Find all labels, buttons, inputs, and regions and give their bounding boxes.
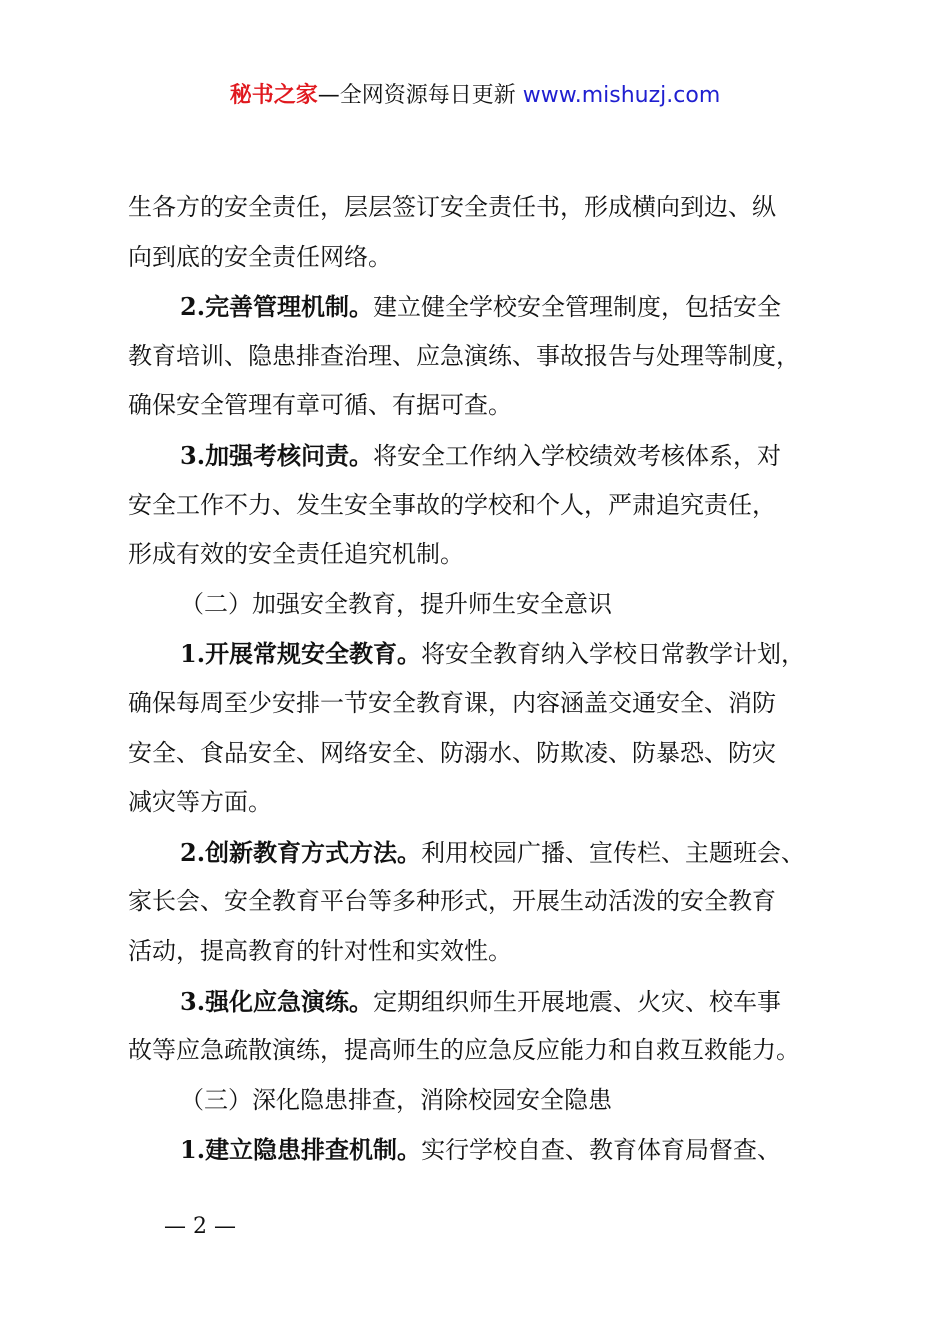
header-url[interactable]: www.mishuzj.com (522, 83, 721, 108)
item-title: 完善管理机制。 (205, 293, 374, 322)
section-heading (128, 1076, 848, 1126)
line-text: 确保每周至少安排一节安全教育课，内容涵盖交通安全、消防 (128, 688, 776, 717)
line-text: 故等应急疏散演练，提高师生的应急反应能力和自救互救能力。 (128, 1036, 800, 1065)
item-heading-line (128, 828, 848, 878)
header-brand: 秘书之家 (229, 83, 318, 108)
text-line (128, 729, 848, 779)
line-text: 活动，提高教育的针对性和实效性。 (128, 936, 512, 965)
line-text: 向到底的安全责任网络。 (128, 242, 392, 271)
item-title: 建立隐患排查机制。 (205, 1136, 422, 1165)
line-text: 安全工作不力、发生安全事故的学校和个人，严肃追究责任， (128, 490, 776, 519)
document-body (128, 183, 848, 1175)
header-tagline: —全网资源每日更新 (317, 83, 516, 108)
section-heading-text: （三）深化隐患排查，消除校园安全隐患 (180, 1085, 612, 1114)
text-line (128, 233, 848, 283)
item-heading-line (128, 431, 848, 481)
text-line (128, 679, 848, 729)
line-text: 形成有效的安全责任追究机制。 (128, 540, 464, 569)
item-heading-line (128, 1125, 848, 1175)
text-line (128, 183, 848, 233)
line-text: 将安全工作纳入学校绩效考核体系，对 (373, 441, 782, 470)
text-line (128, 877, 848, 927)
item-heading-line (128, 282, 848, 332)
line-text: 家长会、安全教育平台等多种形式，开展生动活泼的安全教育 (128, 887, 776, 916)
line-text: 生各方的安全责任，层层签订安全责任书，形成横向到边、纵 (128, 193, 776, 221)
item-number: 1. (180, 639, 206, 669)
line-text: 减灾等方面。 (128, 788, 272, 817)
item-number: 1. (180, 1135, 206, 1165)
line-text: 确保安全管理有章可循、有据可查。 (128, 391, 512, 420)
section-heading-text: （二）加强安全教育，提升师生安全意识 (180, 589, 612, 618)
site-header (0, 78, 950, 114)
item-number: 3. (180, 986, 206, 1016)
item-heading-line (128, 629, 848, 679)
item-number: 3. (180, 440, 206, 470)
page-number: — 2 — (164, 1214, 236, 1239)
item-title: 创新教育方式方法。 (205, 838, 422, 867)
item-number: 2. (180, 837, 206, 867)
item-title: 加强考核问责。 (205, 441, 374, 470)
item-number: 2. (180, 292, 206, 322)
text-line (128, 381, 848, 431)
line-text: 将安全教育纳入学校日常教学计划， (421, 640, 806, 669)
text-line (128, 778, 848, 828)
line-text: 教育培训、隐患排查治理、应急演练、事故报告与处理等制度， (128, 341, 800, 370)
line-text: 利用校园广播、宣传栏、主题班会、 (421, 838, 806, 867)
text-line (128, 332, 848, 382)
line-text: 定期组织师生开展地震、火灾、校车事 (373, 987, 782, 1016)
text-line (128, 1026, 848, 1076)
line-text: 实行学校自查、教育体育局督查、 (421, 1136, 782, 1165)
text-line (128, 530, 848, 580)
line-text: 安全、食品安全、网络安全、防溺水、防欺凌、防暴恐、防灾 (128, 738, 776, 767)
item-heading-line (128, 977, 848, 1027)
text-line (128, 927, 848, 977)
item-title: 开展常规安全教育。 (205, 640, 422, 669)
section-heading (128, 580, 848, 630)
line-text: 建立健全学校安全管理制度，包括安全 (373, 293, 782, 322)
item-title: 强化应急演练。 (205, 987, 374, 1016)
text-line (128, 481, 848, 531)
